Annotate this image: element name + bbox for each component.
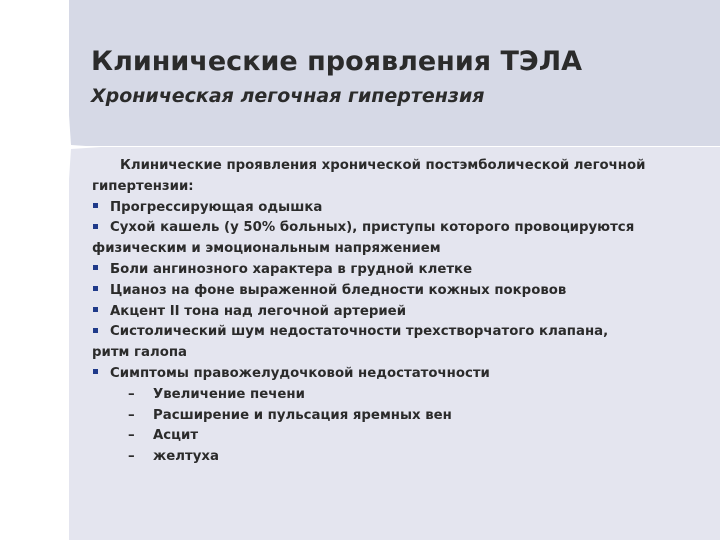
list-item-text: Цианоз на фоне выраженной бледности кожных покровов (110, 282, 567, 298)
list-item-cont: физическим и эмоциональным напряжением (92, 241, 441, 257)
left-margin-band (0, 0, 68, 540)
list-item-text: Симптомы правожелудочковой недостаточности (110, 365, 490, 381)
square-bullet-icon (93, 307, 98, 312)
sub-list-item-text: желтуха (153, 449, 219, 465)
sub-list-item-text: Асцит (153, 428, 199, 444)
list-item (92, 364, 702, 385)
square-bullet-icon (93, 369, 98, 374)
square-bullet-icon (93, 224, 98, 229)
slide-title: Клинические проявления ТЭЛА (91, 46, 583, 77)
dash-marker: – (128, 428, 135, 444)
square-bullet-icon (93, 328, 98, 333)
sub-list-item (92, 406, 702, 427)
list-item-cont: ритм галопа (92, 345, 187, 361)
sub-list-item-text: Увеличение печени (153, 386, 305, 402)
intro-text-cont: гипертензии: (92, 178, 194, 194)
list-item (92, 322, 702, 343)
square-bullet-icon (93, 286, 98, 291)
sub-list-item (92, 447, 702, 468)
square-bullet-icon (93, 265, 98, 270)
sub-list-item (92, 385, 702, 406)
list-item-text: Систолический шум недостаточности трехстворчатого клапана, (110, 324, 609, 340)
list-item-text: Акцент II тона над легочной артерией (110, 303, 407, 319)
intro-text: Клинические проявления хронической постэмболической легочной (120, 158, 646, 173)
vertical-rule (68, 0, 69, 540)
slide-content (92, 156, 702, 468)
square-bullet-icon (93, 203, 98, 208)
sub-list-item (92, 426, 702, 447)
dash-marker: – (128, 449, 135, 465)
dash-marker: – (128, 386, 135, 402)
list-item-text: Прогрессирующая одышка (110, 199, 323, 215)
list-item (92, 281, 702, 302)
list-item (92, 302, 702, 323)
dash-marker: – (128, 407, 135, 423)
list-item-text: Сухой кашель (у 50% больных), приступы которого провоцируются (110, 220, 635, 236)
slide-subtitle: Хроническая легочная гипертензия (91, 85, 485, 107)
list-item-text: Боли ангинозного характера в грудной клетке (110, 261, 473, 277)
list-item (92, 260, 702, 281)
list-item (92, 198, 702, 219)
list-item (92, 218, 702, 239)
horizontal-rule (0, 146, 720, 147)
sub-list-item-text: Расширение и пульсация яремных вен (153, 407, 452, 423)
